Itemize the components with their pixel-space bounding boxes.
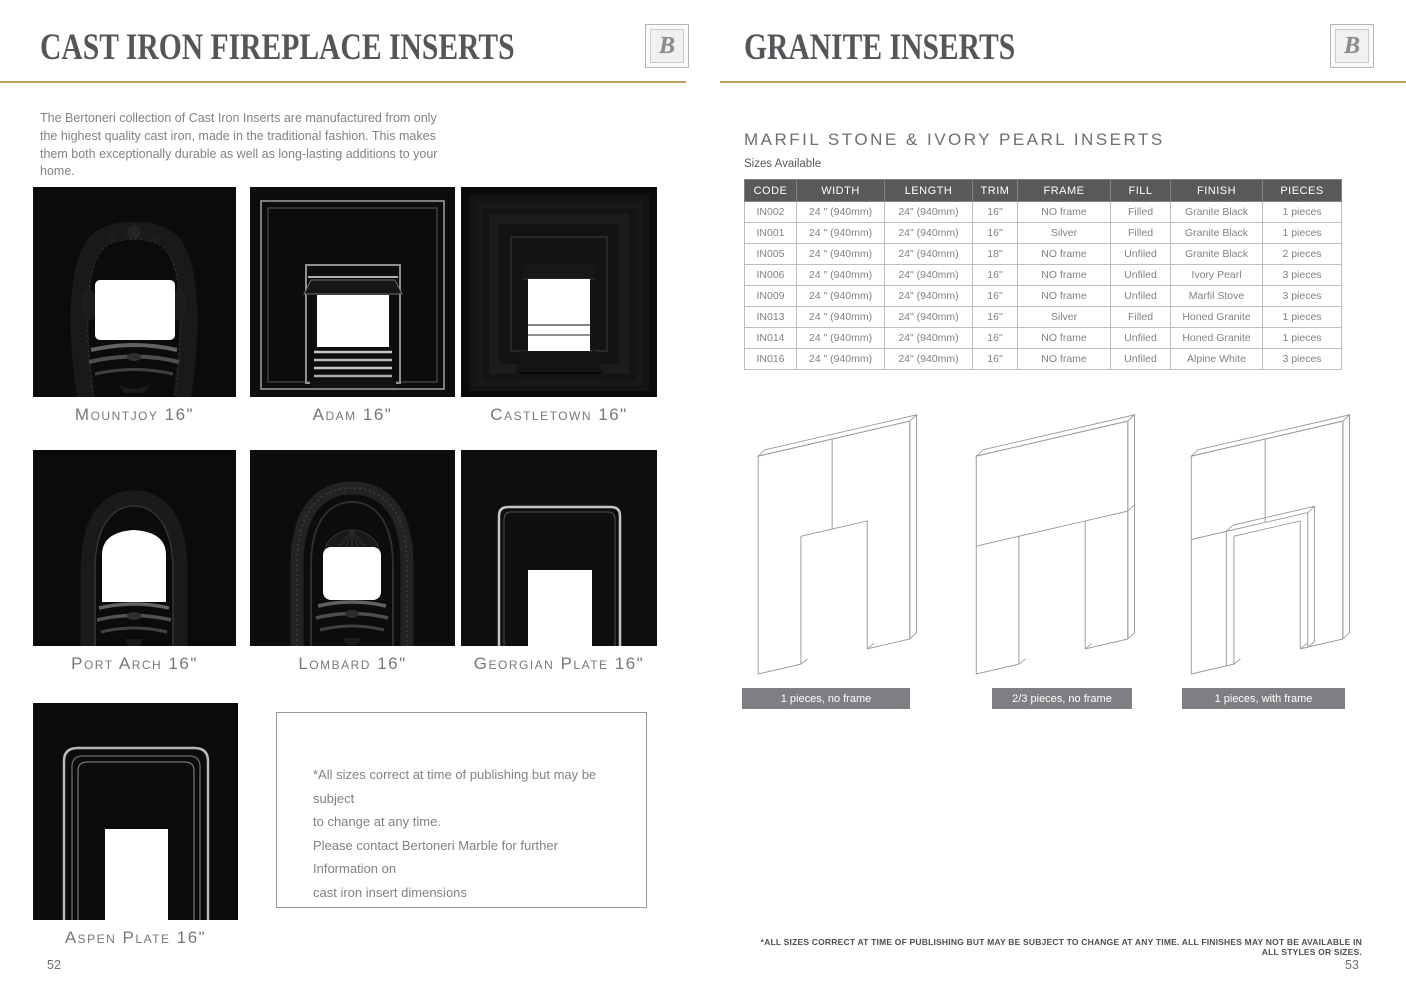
table-cell: 24" (940mm) bbox=[885, 223, 973, 244]
right-page-title: GRANITE INSERTS bbox=[744, 27, 1016, 68]
table-cell: 3 pieces bbox=[1263, 265, 1342, 286]
table-cell: Alpine White bbox=[1171, 349, 1263, 370]
table-cell: 2 pieces bbox=[1263, 244, 1342, 265]
table-cell: Honed Granite bbox=[1171, 328, 1263, 349]
table-cell: Unfiled bbox=[1111, 244, 1171, 265]
table-cell: 24" (940mm) bbox=[885, 328, 973, 349]
table-cell: 1 pieces bbox=[1263, 202, 1342, 223]
table-row bbox=[745, 244, 1342, 265]
port-arch-photo bbox=[33, 450, 236, 646]
note-line: *All sizes correct at time of publishing but may be subject bbox=[313, 767, 597, 806]
table-cell: IN013 bbox=[745, 307, 797, 328]
right-title-rule bbox=[720, 81, 1406, 83]
castletown-photo bbox=[461, 187, 657, 397]
monogram-b-icon: B bbox=[1335, 29, 1369, 63]
table-cell: 16" bbox=[973, 349, 1018, 370]
table-header-cell: TRIM bbox=[973, 180, 1018, 202]
sizes-note-box bbox=[276, 712, 647, 908]
sizes-note-text bbox=[313, 763, 613, 904]
table-cell: NO frame bbox=[1018, 265, 1111, 286]
table-cell: 24 " (940mm) bbox=[797, 202, 885, 223]
lombard-photo bbox=[250, 450, 455, 646]
table-cell: 24" (940mm) bbox=[885, 202, 973, 223]
bertoneri-monogram-logo bbox=[1330, 24, 1374, 68]
table-cell: NO frame bbox=[1018, 202, 1111, 223]
table-cell: 16" bbox=[973, 202, 1018, 223]
table-cell: IN002 bbox=[745, 202, 797, 223]
table-cell: 24" (940mm) bbox=[885, 265, 973, 286]
table-row bbox=[745, 202, 1342, 223]
product-card-castletown bbox=[461, 187, 657, 425]
table-row bbox=[745, 307, 1342, 328]
table-cell: NO frame bbox=[1018, 244, 1111, 265]
bertoneri-monogram-logo bbox=[645, 24, 689, 68]
sizes-table-head-row bbox=[745, 180, 1342, 202]
table-cell: Granite Black bbox=[1171, 223, 1263, 244]
note-line: cast iron insert dimensions bbox=[313, 884, 467, 900]
diagram-one-piece-with-frame bbox=[1178, 410, 1358, 686]
table-header-cell: FRAME bbox=[1018, 180, 1111, 202]
table-cell: IN016 bbox=[745, 349, 797, 370]
section-heading: MARFIL STONE & IVORY PEARL INSERTS bbox=[744, 130, 1165, 149]
table-cell: 16" bbox=[973, 265, 1018, 286]
right-page-number: 53 bbox=[1345, 958, 1359, 972]
table-cell: 1 pieces bbox=[1263, 328, 1342, 349]
table-cell: 24 " (940mm) bbox=[797, 244, 885, 265]
table-cell: Filled bbox=[1111, 307, 1171, 328]
adam-photo bbox=[250, 187, 455, 397]
left-page-title: CAST IRON FIREPLACE INSERTS bbox=[40, 27, 515, 68]
table-cell: Unfiled bbox=[1111, 265, 1171, 286]
table-cell: Ivory Pearl bbox=[1171, 265, 1263, 286]
product-card-mountjoy bbox=[33, 187, 236, 425]
product-label-aspen-plate: Aspen Plate 16" bbox=[64, 928, 207, 947]
table-cell: 16" bbox=[973, 223, 1018, 244]
table-cell: 16" bbox=[973, 328, 1018, 349]
diagram-one-piece-no-frame bbox=[745, 410, 925, 686]
table-header-cell: LENGTH bbox=[885, 180, 973, 202]
table-row bbox=[745, 223, 1342, 244]
product-card-aspen-plate bbox=[33, 703, 238, 948]
product-label-lombard: Lombard 16" bbox=[298, 654, 407, 673]
mountjoy-photo bbox=[33, 187, 236, 397]
table-cell: 24 " (940mm) bbox=[797, 349, 885, 370]
table-cell: 3 pieces bbox=[1263, 349, 1342, 370]
left-page-number: 52 bbox=[47, 958, 61, 972]
diagram-caption-3: 1 pieces, with frame bbox=[1182, 688, 1345, 709]
product-card-port-arch bbox=[33, 450, 236, 674]
sizes-table-body bbox=[745, 202, 1342, 370]
diagram-caption-2: 2/3 pieces, no frame bbox=[992, 688, 1132, 709]
sizes-table bbox=[744, 179, 1342, 370]
table-cell: 3 pieces bbox=[1263, 286, 1342, 307]
table-cell: NO frame bbox=[1018, 349, 1111, 370]
table-row bbox=[745, 349, 1342, 370]
table-cell: 18" bbox=[973, 244, 1018, 265]
table-header-cell: FILL bbox=[1111, 180, 1171, 202]
intro-paragraph: The Bertoneri collection of Cast Iron Inserts are manufactured from only the highest quality cast iron, made in the traditional fashion. This makes them both exceptionally durable as well as long-lasting additions to your home. bbox=[40, 111, 438, 179]
table-header-cell: CODE bbox=[745, 180, 797, 202]
table-cell: 24" (940mm) bbox=[885, 244, 973, 265]
georgian-plate-photo bbox=[461, 450, 657, 646]
table-cell: Silver bbox=[1018, 307, 1111, 328]
product-label-port-arch: Port Arch 16" bbox=[71, 654, 198, 673]
table-cell: IN009 bbox=[745, 286, 797, 307]
table-cell: 24 " (940mm) bbox=[797, 307, 885, 328]
table-cell: 1 pieces bbox=[1263, 223, 1342, 244]
product-card-lombard bbox=[250, 450, 455, 674]
table-cell: IN001 bbox=[745, 223, 797, 244]
table-cell: IN005 bbox=[745, 244, 797, 265]
table-cell: 16" bbox=[973, 307, 1018, 328]
table-cell: 16" bbox=[973, 286, 1018, 307]
table-header-cell: FINISH bbox=[1171, 180, 1263, 202]
table-cell: 24 " (940mm) bbox=[797, 223, 885, 244]
table-cell: IN014 bbox=[745, 328, 797, 349]
table-cell: 24" (940mm) bbox=[885, 286, 973, 307]
table-cell: Silver bbox=[1018, 223, 1111, 244]
product-label-castletown: Castletown 16" bbox=[490, 405, 628, 424]
table-cell: IN006 bbox=[745, 265, 797, 286]
table-cell: NO frame bbox=[1018, 328, 1111, 349]
table-row bbox=[745, 265, 1342, 286]
table-cell: 24" (940mm) bbox=[885, 307, 973, 328]
diagram-caption-1: 1 pieces, no frame bbox=[742, 688, 910, 709]
table-cell: NO frame bbox=[1018, 286, 1111, 307]
left-title-rule bbox=[0, 81, 686, 83]
table-cell: 24 " (940mm) bbox=[797, 328, 885, 349]
table-cell: 24 " (940mm) bbox=[797, 286, 885, 307]
table-cell: Marfil Stove bbox=[1171, 286, 1263, 307]
table-cell: Granite Black bbox=[1171, 202, 1263, 223]
table-cell: Unfiled bbox=[1111, 349, 1171, 370]
table-cell: Honed Granite bbox=[1171, 307, 1263, 328]
sizes-available-label: Sizes Available bbox=[744, 158, 822, 170]
table-cell: Filled bbox=[1111, 202, 1171, 223]
table-cell: 24 " (940mm) bbox=[797, 265, 885, 286]
table-header-cell: PIECES bbox=[1263, 180, 1342, 202]
footnote: *ALL SIZES CORRECT AT TIME OF PUBLISHING BUT MAY BE SUBJECT TO CHANGE AT ANY TIME. ALL FINISHES MAY NOT BE AVAILABLE IN ALL STYLES OR SIZES. bbox=[760, 937, 1362, 957]
note-line: to change at any time. bbox=[313, 814, 441, 829]
table-cell: Unfiled bbox=[1111, 286, 1171, 307]
table-cell: Unfiled bbox=[1111, 328, 1171, 349]
product-label-georgian-plate: Georgian Plate 16" bbox=[473, 654, 645, 673]
monogram-b-icon: B bbox=[650, 29, 684, 63]
table-cell: Granite Black bbox=[1171, 244, 1263, 265]
aspen-plate-photo bbox=[33, 703, 238, 920]
table-cell: Filled bbox=[1111, 223, 1171, 244]
table-row bbox=[745, 286, 1342, 307]
table-cell: 24" (940mm) bbox=[885, 349, 973, 370]
table-header-cell: WIDTH bbox=[797, 180, 885, 202]
product-label-adam: Adam 16" bbox=[312, 405, 393, 424]
product-card-georgian-plate bbox=[461, 450, 657, 674]
product-card-adam bbox=[250, 187, 455, 425]
table-cell: 1 pieces bbox=[1263, 307, 1342, 328]
diagram-two-three-pieces-no-frame bbox=[963, 410, 1143, 686]
product-label-mountjoy: Mountjoy 16" bbox=[74, 405, 195, 424]
table-row bbox=[745, 328, 1342, 349]
note-line: Please contact Bertoneri Marble for further Information on bbox=[313, 837, 558, 876]
